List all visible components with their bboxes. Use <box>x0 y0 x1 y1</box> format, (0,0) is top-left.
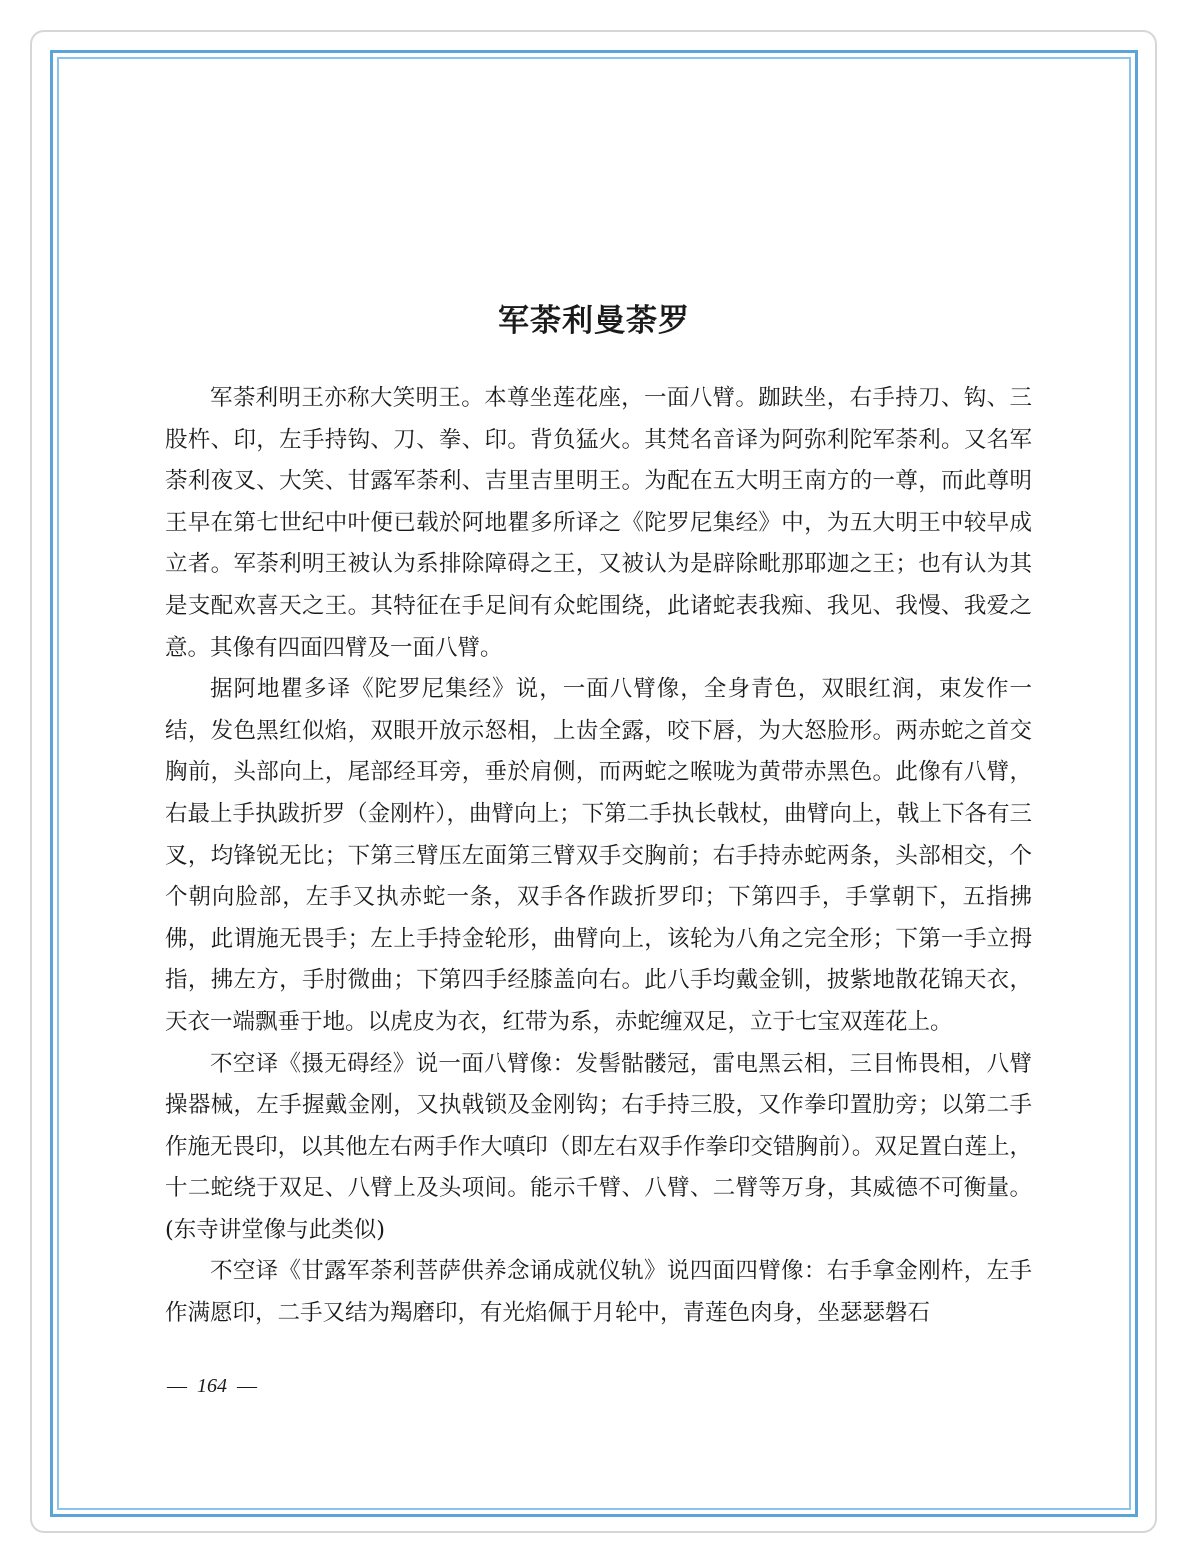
paragraph-3: 不空译《摄无碍经》说一面八臂像：发髻骷髅冠，雷电黑云相，三目怖畏相，八臂操器械，左手握戴金刚，又执戟锁及金刚钩；右手持三股，又作拳印置肋旁；以第二手作施无畏印，以其他左右两手作大嗔印（即左右双手作拳印交错胸前）。双足置白莲上，十二蛇绕于双足、八臂上及头项间。能示千臂、八臂、二臂等万身，其威德不可衡量。(东寺讲堂像与此类似) <box>165 1050 1032 1243</box>
paragraph-2: 据阿地瞿多译《陀罗尼集经》说，一面八臂像，全身青色，双眼红润，束发作一结，发色黑红似焰，双眼开放示怒相，上齿全露，咬下唇，为大怒脸形。两赤蛇之首交胸前，头部向上，尾部经耳旁，垂於肩侧，而两蛇之喉咙为黄带赤黑色。此像有八臂，右最上手执跋折罗（金刚杵），曲臂向上；下第二手执长戟杖，曲臂向上，戟上下各有三叉，均锋锐无比；下第三臂压左面第三臂双手交胸前；右手持赤蛇两条，头部相交，个个朝向脸部，左手又执赤蛇一条，双手各作跋折罗印；下第四手，手掌朝下，五指拂佛，此谓施无畏手；左上手持金轮形，曲臂向上，该轮为八角之完全形；下第一手立拇指，拂左方，手肘微曲；下第四手经膝盖向右。此八手均戴金钏，披紫地散花锦天衣，天衣一端飘垂于地。以虎皮为衣，红带为系，赤蛇缠双足，立于七宝双莲花上。 <box>165 676 1032 1035</box>
book-page <box>59 59 1129 1508</box>
page-body <box>165 378 1032 1335</box>
page-title: 军荼利曼荼罗 <box>498 303 690 339</box>
folio-dash-right: — <box>237 1375 257 1397</box>
page-number <box>167 1375 257 1398</box>
folio-number: 164 <box>197 1375 227 1397</box>
paragraph-1: 军荼利明王亦称大笑明王。本尊坐莲花座，一面八臂。跏趺坐，右手持刀、钩、三股杵、印，左手持钩、刀、拳、印。背负猛火。其梵名音译为阿弥利陀军荼利。又名军荼利夜叉、大笑、甘露军荼利、吉里吉里明王。为配在五大明王南方的一尊，而此尊明王早在第七世纪中叶便已载於阿地瞿多所译之《陀罗尼集经》中，为五大明王中较早成立者。军荼利明王被认为系排除障碍之王，又被认为是辟除毗那耶迦之王；也有认为其是支配欢喜天之王。其特征在手足间有众蛇围绕，此诸蛇表我痴、我见、我慢、我爱之意。其像有四面四臂及一面八臂。 <box>165 385 1032 661</box>
folio-dash-left: — <box>167 1375 187 1397</box>
paragraph-4: 不空译《甘露军荼利菩萨供养念诵成就仪轨》说四面四臂像：右手拿金刚杵，左手作满愿印，二手又结为羯磨印，有光焰佩于月轮中，青莲色肉身，坐瑟瑟磐石 <box>165 1258 1032 1327</box>
